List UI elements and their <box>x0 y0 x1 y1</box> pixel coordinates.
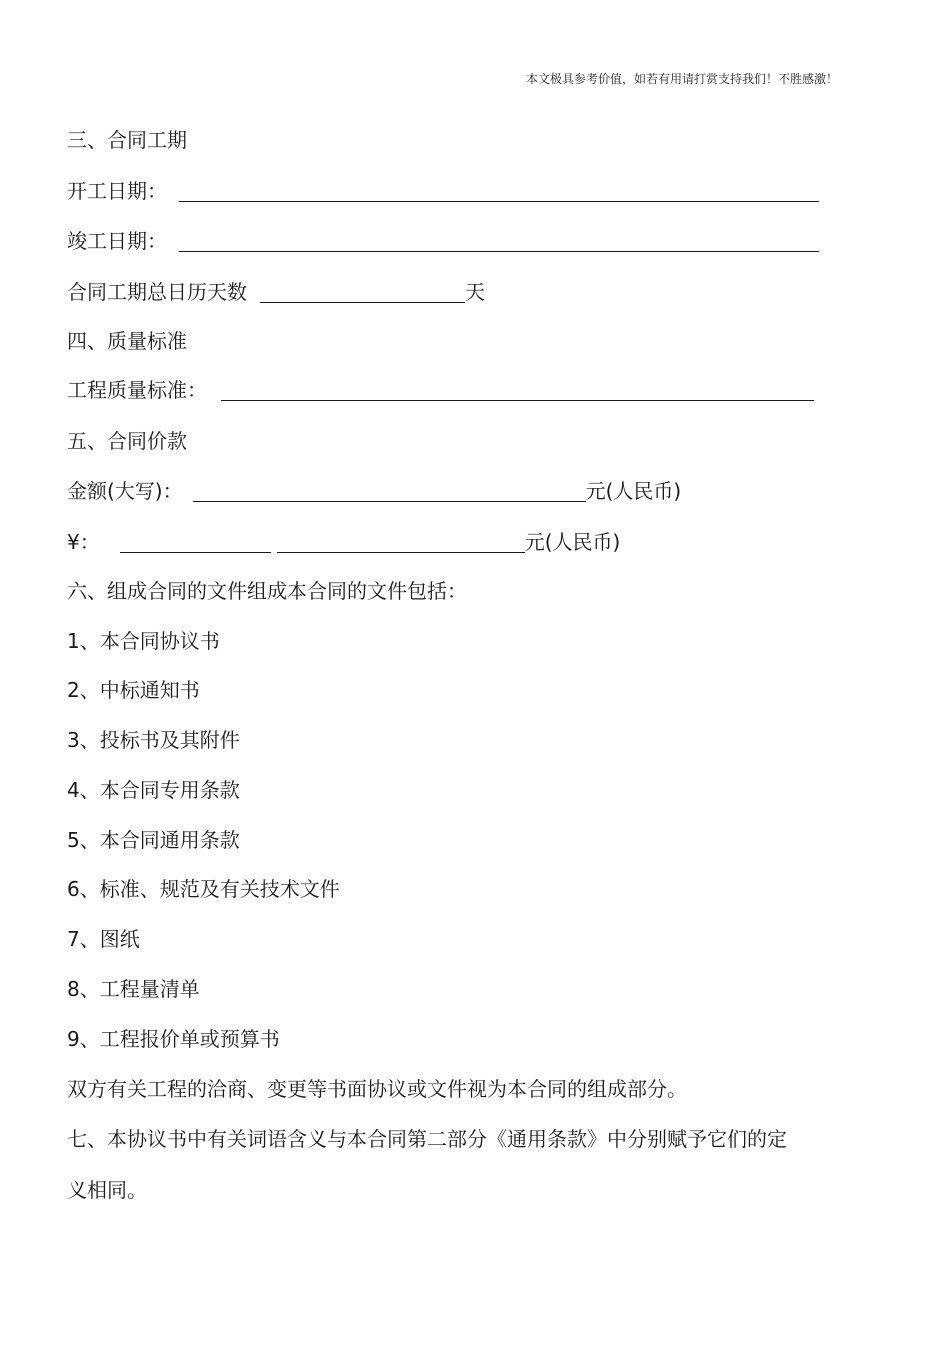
start-date-blank[interactable] <box>179 181 819 202</box>
section-4-title: 四、质量标准 <box>67 329 187 353</box>
total-days-label: 合同工期总日历天数 <box>67 280 247 304</box>
end-date-label: 竣工日期： <box>67 229 167 253</box>
amount-words-blank[interactable] <box>193 481 586 502</box>
amount-figures-unit: 元(人民币) <box>524 530 621 554</box>
amount-figures-blank-1[interactable] <box>120 532 271 553</box>
quality-label: 工程质量标准： <box>67 378 207 402</box>
section-3-title: 三、合同工期 <box>67 128 187 152</box>
end-date-blank[interactable] <box>179 231 819 252</box>
document-item-2: 2、中标通知书 <box>67 678 200 702</box>
document-item-4: 4、本合同专用条款 <box>67 778 240 802</box>
section-7-line-1: 七、本协议书中有关词语含义与本合同第二部分《通用条款》中分别赋予它们的定 <box>67 1127 787 1151</box>
start-date-row <box>67 178 819 204</box>
document-item-3: 3、投标书及其附件 <box>67 728 240 752</box>
header-note: 本文极具参考价值，如若有用请打赏支持我们！不胜感激！ <box>525 72 838 86</box>
amount-words-label: 金额(大写)： <box>67 479 183 503</box>
quality-blank[interactable] <box>221 380 814 401</box>
quality-row <box>67 377 814 403</box>
amount-figures-blank-2[interactable] <box>277 532 525 553</box>
section-5-title: 五、合同价款 <box>67 429 187 453</box>
document-item-5: 5、本合同通用条款 <box>67 828 240 852</box>
section-7-line-2: 义相同。 <box>67 1178 147 1202</box>
document-item-6: 6、标准、规范及有关技术文件 <box>67 877 340 901</box>
document-item-9: 9、工程报价单或预算书 <box>67 1027 280 1051</box>
total-days-unit: 天 <box>465 280 485 304</box>
section-6-title: 六、组成合同的文件组成本合同的文件包括： <box>67 579 467 603</box>
amount-words-row <box>67 478 681 504</box>
end-date-row <box>67 228 819 254</box>
document-item-8: 8、工程量清单 <box>67 977 200 1001</box>
total-days-blank[interactable] <box>260 282 465 303</box>
amount-words-unit: 元(人民币) <box>585 479 682 503</box>
amount-figures-row <box>67 529 620 555</box>
section-6-closing: 双方有关工程的洽商、变更等书面协议或文件视为本合同的组成部分。 <box>67 1077 687 1101</box>
document-item-7: 7、图纸 <box>67 927 140 951</box>
start-date-label: 开工日期： <box>67 179 167 203</box>
document-item-1: 1、本合同协议书 <box>67 629 220 653</box>
total-days-row <box>67 279 485 305</box>
yen-label: ¥： <box>67 530 100 554</box>
